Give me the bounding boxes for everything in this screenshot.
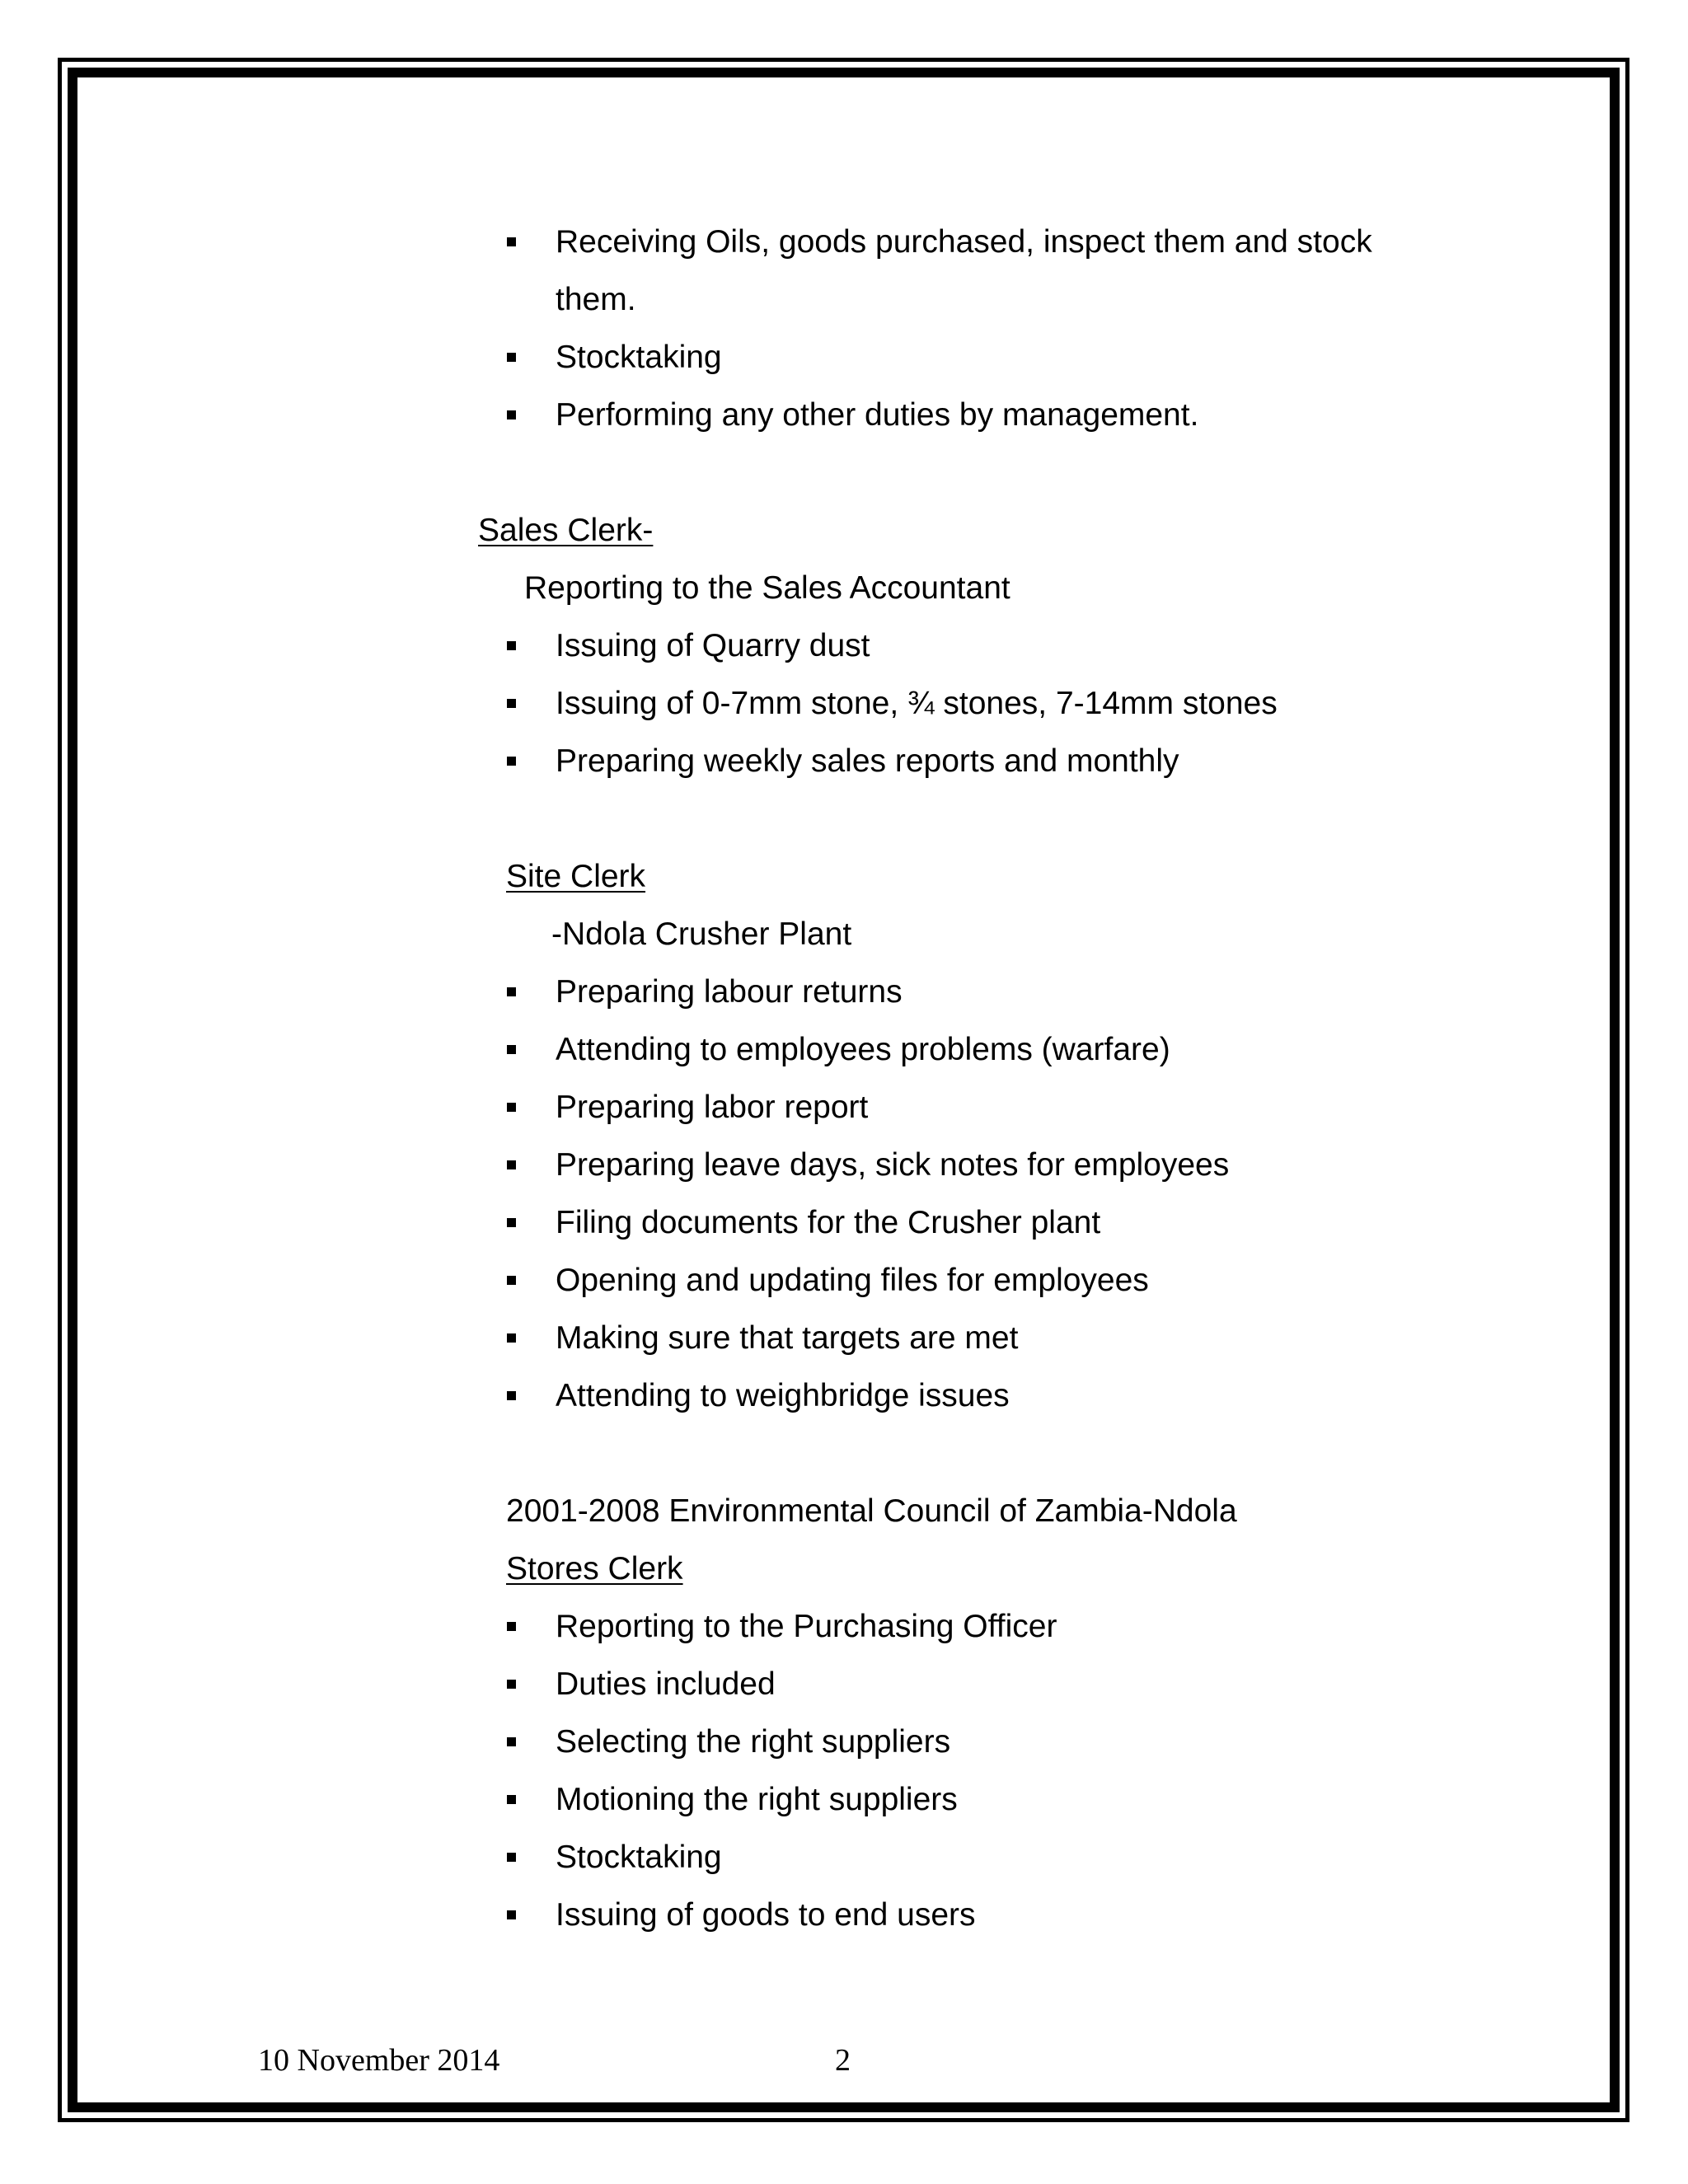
bullet-icon — [507, 410, 516, 419]
bullet-icon — [507, 699, 516, 708]
list-item-text: Issuing of goods to end users — [556, 1897, 976, 1933]
list-item-text: Issuing of Quarry dust — [556, 628, 870, 663]
list-item-text: Stocktaking — [556, 1840, 722, 1875]
bullet-icon — [507, 1103, 516, 1112]
list-item-text: Selecting the right suppliers — [556, 1724, 951, 1760]
list-item-text: Duties included — [556, 1666, 776, 1702]
bullet-icon — [507, 987, 516, 996]
list-item-text: Making sure that targets are met — [556, 1320, 1019, 1356]
bullet-icon — [507, 1218, 516, 1227]
bullet-icon — [507, 757, 516, 766]
list-item-text: Motioning the right suppliers — [556, 1782, 958, 1817]
list-item-text: Performing any other duties by management. — [556, 397, 1199, 433]
list-item-text: Preparing labour returns — [556, 974, 903, 1010]
bullet-icon — [507, 237, 516, 246]
list-item-text: Receiving Oils, goods purchased, inspect them and stock — [556, 224, 1372, 260]
bullet-icon — [507, 1910, 516, 1919]
employment-period-employer: 2001-2008 Environmental Council of Zambia-Ndola — [506, 1493, 1237, 1529]
list-item-text: Reporting to the Purchasing Officer — [556, 1609, 1057, 1644]
bullet-icon — [507, 1276, 516, 1285]
list-item-text: Opening and updating files for employees — [556, 1263, 1149, 1298]
page-number: 2 — [835, 2043, 851, 2078]
bullet-icon — [507, 1045, 516, 1054]
list-item-text: Preparing labor report — [556, 1090, 869, 1125]
bullet-icon — [507, 1853, 516, 1862]
list-item-text: Attending to weighbridge issues — [556, 1378, 1010, 1413]
list-item-text: Preparing weekly sales reports and monthly — [556, 743, 1179, 779]
bullet-icon — [507, 1680, 516, 1689]
list-item-text: Stocktaking — [556, 340, 722, 375]
site-clerk-location: -Ndola Crusher Plant — [551, 916, 852, 952]
bullet-icon — [507, 353, 516, 362]
list-item-text: Issuing of 0-7mm stone, ¾ stones, 7-14mm stones — [556, 686, 1278, 721]
list-item-text: Attending to employees problems (warfare) — [556, 1032, 1170, 1067]
footer-date: 10 November 2014 — [258, 2043, 500, 2078]
bullet-icon — [507, 1622, 516, 1631]
stores-clerk-heading: Stores Clerk — [506, 1551, 683, 1586]
bullet-icon — [507, 1795, 516, 1804]
bullet-icon — [507, 641, 516, 650]
bullet-icon — [507, 1333, 516, 1343]
bullet-icon — [507, 1391, 516, 1400]
list-item-text: Preparing leave days, sick notes for employees — [556, 1147, 1230, 1183]
list-item-continuation: them. — [556, 282, 636, 317]
sales-clerk-reporting: Reporting to the Sales Accountant — [524, 570, 1010, 606]
bullet-icon — [507, 1737, 516, 1746]
sales-clerk-heading: Sales Clerk- — [478, 513, 654, 548]
list-item-text: Filing documents for the Crusher plant — [556, 1205, 1101, 1240]
bullet-icon — [507, 1160, 516, 1169]
site-clerk-heading: Site Clerk — [506, 859, 646, 894]
